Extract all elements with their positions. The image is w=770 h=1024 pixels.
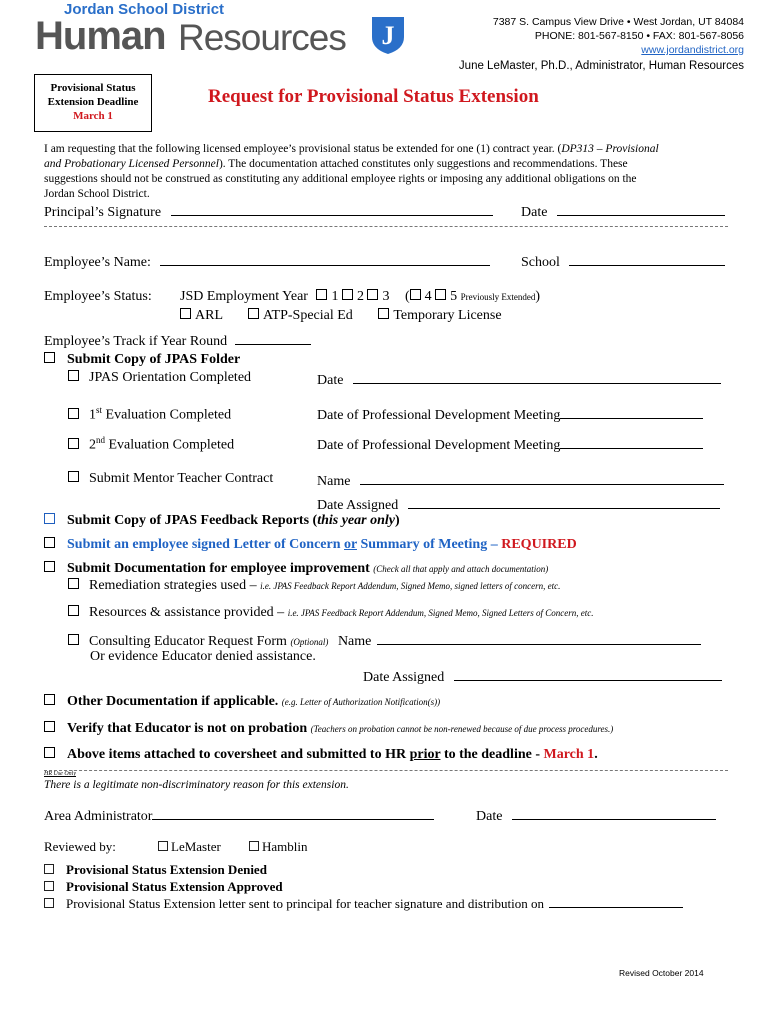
- deadline-box: [34, 74, 152, 132]
- concern-checkbox[interactable]: [44, 537, 55, 548]
- pd-meeting-row-2: Date of Professional Development Meeting: [317, 435, 703, 454]
- mentor-checkbox[interactable]: [68, 471, 79, 482]
- orientation-date-row: Date: [317, 370, 721, 389]
- mentor-name-field[interactable]: [360, 471, 724, 485]
- year3-checkbox[interactable]: [367, 289, 378, 300]
- year1-checkbox[interactable]: [316, 289, 327, 300]
- divider-top: [44, 226, 728, 227]
- consulting-name-field[interactable]: [377, 631, 701, 645]
- phone-fax: PHONE: 801-567-8150 • FAX: 801-567-8056: [534, 30, 744, 42]
- eval1-checkbox[interactable]: [68, 408, 79, 419]
- consulting-date-assigned-row: Date Assigned: [363, 667, 722, 686]
- feedback-checkbox[interactable]: [44, 513, 55, 524]
- district-name: Jordan School District: [64, 1, 225, 18]
- employee-name-field[interactable]: [160, 252, 490, 266]
- verify-checkbox[interactable]: [44, 721, 55, 732]
- area-admin-field[interactable]: [152, 806, 434, 820]
- denied-item: Provisional Status Extension Denied: [44, 862, 267, 878]
- principal-date-label: Date: [521, 205, 548, 220]
- track-label: Employee’s Track if Year Round: [44, 334, 228, 349]
- school-field[interactable]: [569, 252, 725, 266]
- area-admin-row: [44, 806, 434, 825]
- principal-date-row: [521, 202, 725, 221]
- track-field[interactable]: [235, 331, 311, 345]
- improvement-checkbox[interactable]: [44, 561, 55, 572]
- employment-year-row: JSD Employment Year 1 2 3 ( 4 5 Previously Extended): [180, 289, 541, 304]
- arl-checkbox[interactable]: [180, 308, 191, 319]
- eval1-item: 1st Evaluation Completed: [68, 405, 231, 424]
- mentor-item: Submit Mentor Teacher Contract: [68, 471, 273, 487]
- logo-resources: Resources: [178, 17, 346, 58]
- temp-license-checkbox[interactable]: [378, 308, 389, 319]
- mentor-name-row: Name: [317, 471, 724, 490]
- area-admin-date-row: Date: [476, 806, 716, 825]
- pd-meeting-date-field-1[interactable]: [560, 405, 703, 419]
- deadline-line1: Provisional Status: [50, 82, 136, 94]
- remediation-item: Remediation strategies used – i.e. JPAS Feedback Report Addendum, Signed Memo, signed letters of concern, etc.: [68, 578, 560, 594]
- principal-date-field[interactable]: [557, 202, 725, 216]
- divider-hr: [44, 770, 728, 771]
- page-title: Request for Provisional Status Extension: [208, 86, 539, 107]
- jpas-folder-checkbox[interactable]: [44, 352, 55, 363]
- resources-checkbox[interactable]: [68, 605, 79, 616]
- evidence-text: Or evidence Educator denied assistance.: [90, 649, 316, 664]
- letter-sent-date-field[interactable]: [549, 896, 683, 908]
- svg-text:J: J: [381, 21, 395, 50]
- approved-item: Provisional Status Extension Approved: [44, 879, 283, 895]
- denied-checkbox[interactable]: [44, 864, 54, 874]
- deadline-line2: Extension Deadline: [47, 96, 139, 108]
- letter-sent-item: Provisional Status Extension letter sent to principal for teacher signature and distribution on: [44, 896, 683, 912]
- other-doc-checkbox[interactable]: [44, 694, 55, 705]
- revised-date: Revised October 2014: [619, 968, 704, 978]
- resources-item: Resources & assistance provided – i.e. JPAS Feedback Report Addendum, Signed Memo, Signed Letters of Concern, etc.: [68, 605, 594, 621]
- eval2-checkbox[interactable]: [68, 438, 79, 449]
- area-admin-date-field[interactable]: [512, 806, 716, 820]
- atp-checkbox[interactable]: [248, 308, 259, 319]
- concern-item: Submit an employee signed Letter of Concern or Summary of Meeting – REQUIRED: [44, 537, 577, 553]
- pd-meeting-date-field-2[interactable]: [560, 435, 703, 449]
- lemaster-checkbox[interactable]: [158, 841, 168, 851]
- intro-paragraph: I am requesting that the following licensed employee’s provisional status be extended for one (1) contract year. (DP313 – Provisional and Probationary Licensed Personnel). The documentation attached constitutes only suggestions and recommendations. These suggestions should not be construed as constituting any additional employee rights or imposing any additional obligations on the Jordan School District.: [44, 143, 659, 200]
- eval2-item: 2nd Evaluation Completed: [68, 435, 234, 454]
- district-logo-icon: [370, 15, 406, 55]
- employee-name-label: Employee’s Name:: [44, 255, 151, 270]
- address: 7387 S. Campus View Drive • West Jordan, UT 84084: [492, 16, 744, 28]
- consulting-checkbox[interactable]: [68, 634, 79, 645]
- approved-checkbox[interactable]: [44, 881, 54, 891]
- above-items-item: Above items attached to coversheet and submitted to HR prior to the deadline - March 1.: [44, 747, 598, 763]
- legit-reason-text: There is a legitimate non-discriminatory reason for this extension.: [44, 779, 349, 791]
- mentor-date-assigned-row: Date Assigned: [317, 495, 720, 514]
- principal-signature-label: Principal’s Signature: [44, 205, 162, 220]
- hr-use-only: HR Use Only: [44, 771, 76, 777]
- year4-checkbox[interactable]: [410, 289, 421, 300]
- area-admin-label: Area Administrator: [44, 809, 153, 824]
- consulting-item: Consulting Educator Request Form (Optional) Name: [68, 631, 701, 650]
- jpas-folder-item: Submit Copy of JPAS Folder: [44, 352, 240, 368]
- employee-status-label: Employee’s Status:: [44, 289, 152, 304]
- principal-signature-field[interactable]: [171, 202, 493, 216]
- school-row: [521, 252, 725, 271]
- orientation-checkbox[interactable]: [68, 370, 79, 381]
- letter-sent-checkbox[interactable]: [44, 898, 54, 908]
- track-row: [44, 331, 311, 350]
- website-link[interactable]: www.jordandistrict.org: [641, 44, 744, 56]
- other-doc-item: Other Documentation if applicable. (e.g. Letter of Authorization Notification(s)): [44, 694, 440, 710]
- principal-signature-row: [44, 202, 493, 221]
- employee-name-row: [44, 252, 490, 271]
- orientation-date-field[interactable]: [353, 370, 721, 384]
- remediation-checkbox[interactable]: [68, 578, 79, 589]
- deadline-date: March 1: [73, 110, 113, 122]
- reviewed-by-label: Reviewed by:: [44, 839, 116, 854]
- orientation-item: JPAS Orientation Completed: [68, 370, 251, 386]
- hamblin-checkbox[interactable]: [249, 841, 259, 851]
- administrator: June LeMaster, Ph.D., Administrator, Human Resources: [458, 60, 744, 72]
- logo-human: Human: [35, 14, 166, 58]
- consulting-date-assigned-field[interactable]: [454, 667, 722, 681]
- verify-item: Verify that Educator is not on probation (Teachers on probation cannot be non-renewed because of due process procedures.): [44, 721, 613, 737]
- hamblin-option: Hamblin: [249, 839, 308, 855]
- lemaster-option: LeMaster: [158, 839, 221, 855]
- improvement-item: Submit Documentation for employee improvement (Check all that apply and attach documentation): [44, 561, 548, 577]
- year5-checkbox[interactable]: [435, 289, 446, 300]
- above-items-checkbox[interactable]: [44, 747, 55, 758]
- license-type-row: ARL ATP-Special Ed Temporary License: [180, 308, 502, 324]
- feedback-reports-item: Submit Copy of JPAS Feedback Reports (this year only): [44, 513, 400, 529]
- pd-meeting-row-1: Date of Professional Development Meeting: [317, 405, 703, 424]
- school-label: School: [521, 255, 560, 270]
- mentor-date-assigned-field[interactable]: [408, 495, 720, 509]
- year2-checkbox[interactable]: [342, 289, 353, 300]
